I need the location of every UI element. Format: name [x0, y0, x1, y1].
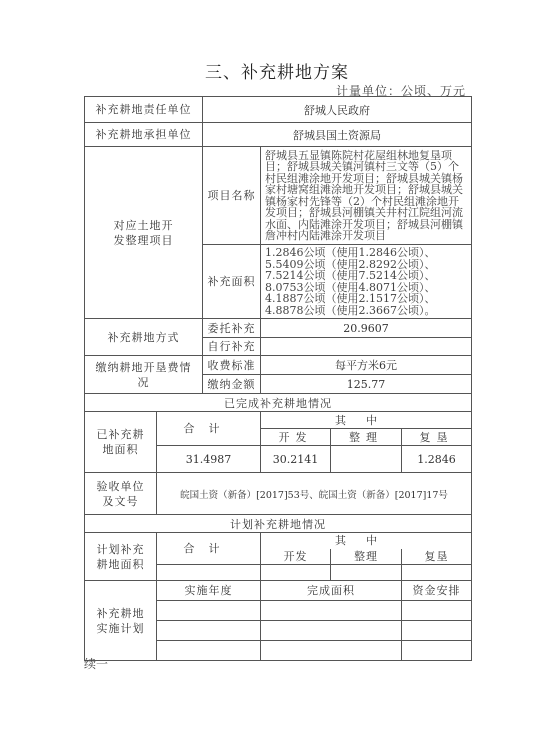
planned-area-label-text: 计划补充耕地面积 — [96, 542, 145, 571]
project-label-text: 对应土地开发整理项目 — [113, 218, 174, 247]
planned-reclaim-label: 复垦 — [402, 549, 472, 565]
completed-heading: 已完成补充耕地情况 — [85, 394, 472, 412]
plan-cell — [261, 621, 402, 641]
project-label — [85, 147, 203, 319]
completed-total-value: 31.4987 — [157, 446, 261, 473]
completed-area-label — [85, 412, 157, 473]
completed-reclaim-value: 1.2846 — [402, 446, 472, 473]
completed-among-label: 其中 — [261, 412, 472, 429]
entrust-value: 20.9607 — [261, 319, 472, 338]
row-responsible — [85, 97, 472, 123]
planned-arrange-label: 整理 — [331, 549, 402, 565]
plan-cell — [402, 641, 472, 661]
planned-area-label — [85, 533, 157, 581]
plan-fund-label: 资金安排 — [402, 581, 472, 601]
method-label: 补充耕地方式 — [85, 319, 203, 356]
planned-develop-value — [261, 565, 331, 581]
fee-amount-value: 125.77 — [261, 375, 472, 394]
fee-label-text: 缴纳耕地开垦费情况 — [95, 360, 192, 389]
plan-cell — [402, 601, 472, 621]
plan-cell — [261, 641, 402, 661]
fee-standard-value: 每平方米6元 — [261, 356, 472, 375]
plan-label — [85, 581, 157, 661]
completed-develop-label: 开发 — [261, 429, 331, 446]
plan-cell — [157, 641, 261, 661]
row-entrust — [85, 319, 472, 338]
plan-done-area-label: 完成面积 — [261, 581, 402, 601]
area-value: 1.2846公顷（使用1.2846公顷）、5.5409公顷（使用2.8292公顷）、7.5214公顷（使用7.5214公顷）、8.0753公顷（使用4.8071公顷）、4.1887公顷（使用2.1517公顷）、4.8878公顷（使用2.3667公顷）。 — [261, 245, 472, 319]
acceptance-value: 皖国土资（新备）[2017]53号、皖国土资（新备）[2017]17号 — [157, 473, 472, 515]
planned-total-value — [157, 565, 261, 581]
plan-label-text: 补充耕地实施计划 — [96, 606, 145, 635]
area-label: 补充面积 — [203, 245, 261, 319]
row-planned-header-1 — [85, 533, 472, 549]
row-completed-heading — [85, 394, 472, 412]
page-title: 三、补充耕地方案 — [205, 63, 349, 83]
row-completed-header-1 — [85, 412, 472, 429]
row-fee-standard — [85, 356, 472, 375]
row-plan-header — [85, 581, 472, 601]
fee-label — [85, 356, 203, 394]
planned-arrange-value — [331, 565, 402, 581]
plan-cell — [261, 601, 402, 621]
undertaker-value: 舒城县国土资源局 — [203, 123, 472, 147]
completed-arrange-label: 整理 — [331, 429, 402, 446]
responsible-value: 舒城人民政府 — [203, 97, 472, 123]
completed-reclaim-label: 复垦 — [402, 429, 472, 446]
planned-develop-label: 开发 — [261, 549, 331, 565]
row-planned-heading — [85, 515, 472, 533]
completed-arrange-value — [331, 446, 402, 473]
acceptance-label-text: 验收单位及文号 — [96, 479, 145, 508]
row-undertaker — [85, 123, 472, 147]
row-project-name — [85, 147, 472, 245]
row-acceptance — [85, 473, 472, 515]
planned-heading: 计划补充耕地情况 — [85, 515, 472, 533]
unit-label: 计量单位：公顷、万元 — [335, 84, 466, 98]
plan-cell — [157, 601, 261, 621]
project-name-label: 项目名称 — [203, 147, 261, 245]
completed-develop-value: 30.2141 — [261, 446, 331, 473]
plan-cell — [157, 621, 261, 641]
plan-year-label: 实施年度 — [157, 581, 261, 601]
responsible-label: 补充耕地责任单位 — [85, 97, 203, 123]
planned-among-label: 其中 — [261, 533, 472, 549]
completed-total-label: 合计 — [157, 412, 261, 446]
continued-label: 续一 — [84, 657, 109, 671]
project-name-value: 舒城县五显镇陈院村花屋组林地复垦项目；舒城县城关镇河镇村三文等（5）个村民组滩涂地开发项目；舒城县城关镇杨家村塘窝组滩涂地开发项目；舒城县城关镇杨家村先锋等（2）个村民组滩涂地开发项目；舒城县河棚镇关井村江院组河流水面、内陆滩涂开发项目；舒城县河棚镇詹冲村内陆滩涂开发项目 — [261, 147, 472, 245]
planned-reclaim-value — [402, 565, 472, 581]
planned-total-label: 合计 — [157, 533, 261, 565]
completed-area-label-text: 已补充耕地面积 — [96, 428, 145, 456]
fee-amount-label: 缴纳金额 — [203, 375, 261, 394]
supplement-farmland-table — [84, 96, 472, 661]
self-label: 自行补充 — [203, 338, 261, 356]
plan-cell — [402, 621, 472, 641]
entrust-label: 委托补充 — [203, 319, 261, 338]
undertaker-label: 补充耕地承担单位 — [85, 123, 203, 147]
acceptance-label — [85, 473, 157, 515]
fee-standard-label: 收费标准 — [203, 356, 261, 375]
self-value — [261, 338, 472, 356]
